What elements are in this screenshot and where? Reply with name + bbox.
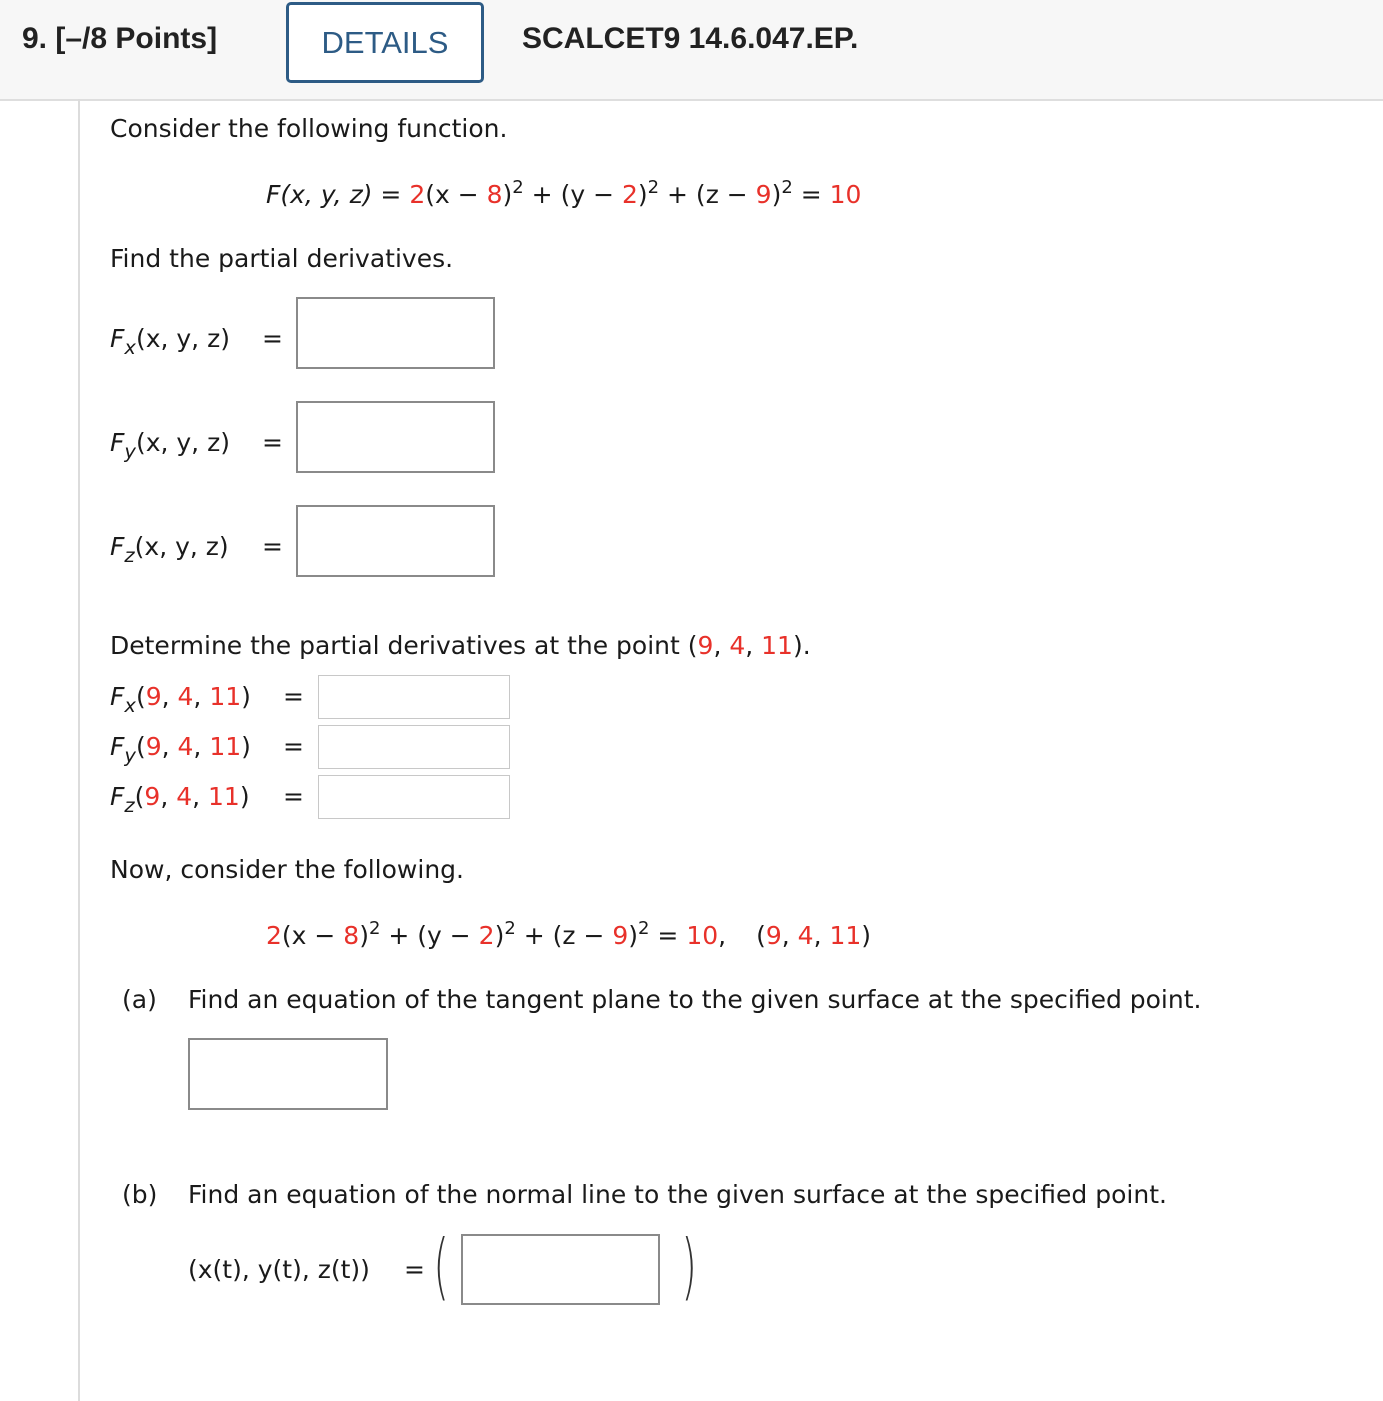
now-consider-text: Now, consider the following. [110, 855, 464, 884]
question-points: [–/8 Points] [55, 22, 218, 55]
question-number-points [22, 22, 217, 56]
partial-fz-label: $F_z(x$, y, z) [110, 532, 229, 567]
point-fy-label: $F_y(9$, 4, 11) [110, 732, 251, 767]
determine-text: Determine the partial derivatives at the point (9, 4, 11). [110, 631, 811, 660]
intro-text: Consider the following function. [110, 114, 508, 143]
partial-fz-equals: = [262, 532, 283, 561]
normal-line-input[interactable] [461, 1234, 660, 1305]
point-fz-equals: = [283, 782, 304, 811]
function-lhs: F(x, y, z) [266, 180, 373, 209]
fz-answer-input[interactable] [296, 505, 495, 577]
fx-answer-input[interactable] [296, 297, 495, 369]
question-number: 9. [22, 22, 48, 55]
part-b-text: Find an equation of the normal line to the given surface at the specified point. [188, 1180, 1167, 1209]
fy-point-answer-input[interactable] [318, 725, 510, 769]
fx-point-answer-input[interactable] [318, 675, 510, 719]
normal-line-equals: = [404, 1255, 425, 1284]
normal-line-lhs: (x(t), y(t), z(t)) [188, 1255, 370, 1284]
partial-fx-equals: = [262, 324, 283, 353]
part-a-text: Find an equation of the tangent plane to the given surface at the specified point. [188, 985, 1202, 1014]
problem-code: SCALCET9 14.6.047.EP. [522, 22, 859, 55]
partial-fy-label: $F_y(x$, y, z) [110, 428, 230, 463]
details-button[interactable]: DETAILS [286, 2, 484, 83]
question-header [0, 0, 1383, 101]
partial-fx-label: $F_x(x$, y, z) [110, 324, 230, 359]
fy-answer-input[interactable] [296, 401, 495, 473]
normal-line-close-paren: ) [681, 1224, 697, 1308]
partial-fy-equals: = [262, 428, 283, 457]
point-fz-label: $F_z(9$, 4, 11) [110, 782, 250, 817]
fz-point-answer-input[interactable] [318, 775, 510, 819]
part-b-label: (b) [122, 1180, 158, 1209]
function-equation: F(x, y, $z) = 2(x - 8)^2 + (y - 2)^2 + (z - 9)^2 = 10$ [266, 177, 862, 209]
content-left-border [78, 99, 80, 1401]
tangent-plane-input[interactable] [188, 1038, 388, 1110]
part-a-label: (a) [122, 985, 157, 1014]
point-fx-equals: = [283, 682, 304, 711]
normal-line-open-paren: ( [433, 1224, 449, 1308]
find-partials-text: Find the partial derivatives. [110, 244, 454, 273]
surface-equation: $2(x - 8)^2 + (y - 2)^2 + (z - 9)^2 = 10$, (9, 4, 11) [266, 918, 872, 950]
point-fx-label: $F_x(9$, 4, 11) [110, 682, 251, 717]
point-fy-equals: = [283, 732, 304, 761]
